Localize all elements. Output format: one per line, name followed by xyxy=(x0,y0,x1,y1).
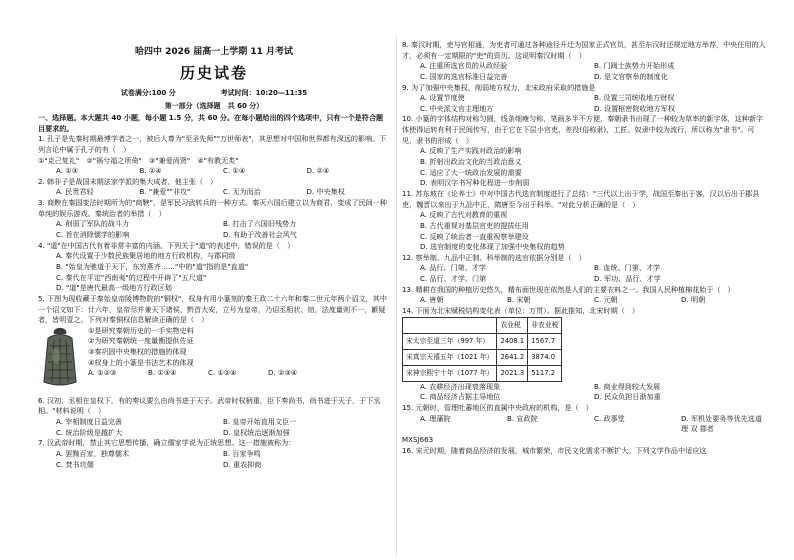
option[interactable]: A. 理藩院 xyxy=(420,413,451,423)
sub-item: ③秦巩固中央集权的措施的体现 xyxy=(88,347,187,357)
option[interactable]: D. 有助于改善社会风气 xyxy=(223,230,297,240)
section-instructions: 一、选择题。本大题共 40 小题，每小题 1.5 分，共 60 分。在每小题给出的四个选项中，只有一个是符合题目要求的。 xyxy=(38,113,384,133)
option[interactable]: B. ①③④ xyxy=(148,368,177,378)
question-options xyxy=(402,93,768,114)
option[interactable]: C. 品行、才学、门第 xyxy=(420,274,487,284)
option[interactable]: A. 削弱了军队的战斗力 xyxy=(56,219,130,229)
option[interactable]: B. 宋朝 xyxy=(507,295,531,305)
part-heading: 第一部分（选择题 共 60 分） xyxy=(164,102,264,110)
sub-item: ④权身上的小篆是书法艺术的体现 xyxy=(88,357,194,367)
question-options xyxy=(38,187,390,198)
table-header-cell: 非农业税 xyxy=(528,317,562,333)
question-sub-list xyxy=(88,326,328,379)
table-cell: 5117.2 xyxy=(528,365,562,381)
option[interactable]: D. 中央集权 xyxy=(306,187,345,197)
option[interactable]: D. 设置枢密院收地方军权 xyxy=(594,103,675,113)
question-options xyxy=(402,295,768,306)
option[interactable]: B. 皇帝开始直用文臣一 xyxy=(223,417,297,427)
question-options xyxy=(402,146,768,189)
table-cell: 2021.3 xyxy=(497,365,528,381)
table-header-cell: 农业税 xyxy=(497,317,528,333)
question-options xyxy=(402,61,768,82)
option[interactable]: D. ②③④ xyxy=(268,368,298,378)
question-stem: 15. 元朝时，管理吐蕃地区的直属中央政府的机构，是（ ） xyxy=(402,402,593,412)
option[interactable]: A. ①②③ xyxy=(88,368,117,378)
question-stem: 10. 小篆的字体结构对称匀圆，线条细瘦匀称，笔画多半不方便，秦朝隶书出现了一种较为草率的新字体，这种新字体使得运转有利于民间传写，由于它在下层小官吏、差役(俗称隶)、工匠、奴隶中较为流行，所以称为"隶书"。可见，隶书的形成（ ） xyxy=(402,114,764,145)
table-cell: 宋真宗天禧五年（1021 年） xyxy=(403,349,497,365)
option[interactable]: D. 皇权统治逐渐加强 xyxy=(223,427,290,437)
option[interactable]: A. 品行、门第、才学 xyxy=(420,263,486,273)
table-cell: 3874.0 xyxy=(528,349,562,365)
option[interactable]: D. 军机处要务等优先选道理 双 郡者 xyxy=(681,413,762,434)
option[interactable]: A. 民贵君轻 xyxy=(56,187,94,197)
code-mark: MXSJ663 xyxy=(402,434,434,444)
question-stem: 13. 精耕在我国的种植历史悠久，精布面世现在依然是人们的主要衣料之一。我国人民种植棉花始于（ ） xyxy=(402,284,735,294)
question-options xyxy=(402,263,768,284)
option[interactable]: B. 折射出政治文化的当政治意义 xyxy=(420,157,522,167)
option[interactable]: A. ①③ xyxy=(56,166,78,176)
table-row xyxy=(403,365,562,381)
option[interactable]: C. ①②④ xyxy=(208,368,237,378)
table-header-cell xyxy=(403,317,497,333)
question-stem: 14. 下面为北宋赋税结构变化表（单位：万贯）。据此推知，北宋时期（ ） xyxy=(402,306,639,316)
option[interactable]: B. "始皇为驰道于天下，东穷燕齐……"中的"道"指的是"直道" xyxy=(56,261,249,271)
option[interactable]: C. 旨在消除儒学的影响 xyxy=(56,230,130,240)
question-stem: 16. 宋元时期，随着商品经济的发展，城市繁荣，市民文化需求不断扩大。下列文学作品中适应这 xyxy=(402,445,707,455)
time-info: 考试时间：10:20—11:35 xyxy=(220,89,308,97)
table-cell: 宋太宗至道三年（997 年） xyxy=(403,333,497,349)
option[interactable]: C. 商品经济占据主导地位 xyxy=(420,392,501,402)
option[interactable]: D. 选官制度的变化体现了加强中央集权的趋势 xyxy=(420,242,565,252)
option[interactable]: A. 反映了生产实践对政治的影响 xyxy=(420,146,522,156)
option[interactable]: D. 军功、品行、才学 xyxy=(594,274,661,284)
question-stem: 2. 韩非子是战国末期法家学派的集大成者，他主张（ ） xyxy=(38,176,218,186)
table-header-row xyxy=(403,317,562,333)
column-divider xyxy=(396,36,397,556)
question-stem: 12. 察举制、九品中正制、科举制的选官依据分别是（ ） xyxy=(402,252,586,262)
option[interactable]: A. 设置节度使 xyxy=(420,93,465,103)
question-stem: 4. "道"在中国古代有着非常丰富的内涵。下列关于"道"的表述中，错误的是（ ） xyxy=(38,240,295,250)
question-stem: 6. 汉初，丞相在皇权下，有的奏议要么由尚书进于天子。武帝时权柄重，臣下奏尚书，尚书进于天子，于下丞相。"材料说明（ ） xyxy=(38,395,381,416)
question-options xyxy=(402,414,768,435)
question-options xyxy=(402,210,768,253)
left-questions xyxy=(38,113,390,470)
question-stem: 3. 商鞅在秦国变法时期所为的"商鞅"，是军民习武转兵的一种方式。秦灭六国后建立以为商君，变成了民间一种单纯的娱乐游戏。秦统治者的举措（ ） xyxy=(38,198,387,218)
option[interactable]: B. 设置三司统收地方财权 xyxy=(594,93,675,103)
table-cell: 宋神宗熙宁十年（1077 年） xyxy=(403,365,497,381)
question-options xyxy=(38,251,390,294)
option[interactable]: D. 民众负担日渐加重 xyxy=(594,392,661,402)
question-stem: 8. 秦汉时期，吏与官相通，为吏者可通过各种途径升迁为国家正式官员，甚至东汉时还规定地方举荐，中央任用的人才，必须有一定期限的"吏"的资历。这说明秦汉时期（ ） xyxy=(402,40,766,60)
option[interactable]: A. 秦代设置于少数民族聚居地的地方行政机构，与郡同级 xyxy=(56,251,236,261)
option[interactable]: A. 罢黜百家，独尊儒术 xyxy=(56,449,130,459)
table-row xyxy=(403,349,562,365)
exam-title: 哈四中 2026 届高一上学期 11 月考试 xyxy=(134,47,294,57)
option[interactable]: C. 秦代在平定"西南夷"的过程中开辟了"五尺道" xyxy=(56,272,207,282)
table-row xyxy=(403,333,562,349)
score-info: 试卷满分:100 分 xyxy=(120,89,176,97)
option[interactable]: B. 百家争鸣 xyxy=(223,449,261,459)
option[interactable]: A. 反映了古代对教育的重视 xyxy=(420,210,508,220)
option[interactable]: C. 元朝 xyxy=(594,295,618,305)
option[interactable]: B. 古代重视对基层官吏的提拔任用 xyxy=(420,220,529,230)
option[interactable]: C. 适应了大一统政治发展的需要 xyxy=(420,167,522,177)
question-options xyxy=(38,219,390,240)
option[interactable]: C. 反映了统治者一直重视察举建设 xyxy=(420,231,529,241)
question-stem: 9. 为了加强中央集权，削弱地方权力，北宋政府采取的措施是 xyxy=(402,82,596,92)
option[interactable]: A. 注重所选官员的从政经验 xyxy=(420,61,508,71)
option[interactable]: B. 宣政院 xyxy=(507,413,538,423)
option[interactable]: D. ②④ xyxy=(306,166,330,176)
question-options xyxy=(402,382,768,403)
exam-meta xyxy=(38,88,390,99)
option[interactable]: D. 是文官察举的制度化 xyxy=(594,71,668,81)
option[interactable]: B. 商业得到较大发展 xyxy=(594,381,661,391)
option[interactable]: A. 农耕经济出现衰落现象 xyxy=(420,381,501,391)
question-stem: 1. 孔子是先秦时期最博学者之一，被后人尊为"至圣先师""万世师表"，其思想对中国和世界都有深远的影响。下列言论中属于孔子的有（ ） xyxy=(38,134,387,154)
option[interactable]: B. ②④ xyxy=(139,166,162,176)
bronze-weight-image xyxy=(38,326,82,388)
option[interactable]: C. 焚书坑儒 xyxy=(56,459,94,469)
option[interactable]: A. 宰相制度日益完善 xyxy=(56,417,122,427)
left-column xyxy=(38,0,390,560)
question-options xyxy=(88,368,328,379)
option[interactable]: C. ①④ xyxy=(223,166,246,176)
option[interactable]: C. 统治阶级是越扩大 xyxy=(56,427,123,437)
table-cell: 2641.2 xyxy=(497,349,528,365)
question-figure-block xyxy=(38,326,390,396)
option[interactable]: C. 国家的选官标准日益完善 xyxy=(420,71,508,81)
option[interactable]: D. "道"是唐代最高一级地方行政区划 xyxy=(56,283,172,293)
option[interactable]: D. 明朝 xyxy=(681,295,706,305)
question-options xyxy=(38,449,390,470)
sub-item: ②为研究秦朝统一度量衡提供佐证 xyxy=(88,336,194,346)
question-stem: 7. 汉武帝时期，禁止其它思想传播，确立儒家学说为正统思想。这一措施被称为： xyxy=(38,438,296,448)
option[interactable]: A. 唐朝 xyxy=(420,295,444,305)
option[interactable]: C. 政事堂 xyxy=(594,413,625,423)
question-options xyxy=(38,417,390,438)
option[interactable]: C. 无为而治 xyxy=(223,187,261,197)
right-column xyxy=(402,40,768,456)
option[interactable]: B. 血统、门第、才学 xyxy=(594,263,661,273)
table-cell: 2408.1 xyxy=(497,333,528,349)
question-stem: 11. 苏东坡在《论养士》中对中国古代选官制度进行了总结："三代以上出于学，战国至秦出于客，汉以后出于郡县吏，魏晋以来出于九品中正，隋唐至今出于科举。"对此分析正确的是（ ） xyxy=(402,188,760,209)
option[interactable]: B. 打击了六国旧残势力 xyxy=(223,219,297,229)
option[interactable]: C. 中央派文官主理地方 xyxy=(420,103,494,113)
question-stem: 5. 下图为现收藏于秦始皇帝陵博物院的"铜权"，权身有用小篆刻的秦王政二十六年和秦二世元年两个诏文，其中一个诏文如下：廿六年，皇帝尽并兼天下诸侯，黔首大安，立号为皇帝，乃诏丞相状、绾，法度量则不一，歉疑者，皆明壹之。下列对秦铜权信息解读正确的是（ ） xyxy=(38,293,387,325)
option[interactable]: B. "兼爱""非攻" xyxy=(139,187,191,197)
option[interactable]: D. 重农抑商 xyxy=(223,459,262,469)
question-options xyxy=(38,166,390,177)
question-sub: ①"克己复礼" ②"祸兮福之所倚" ③"兼爱尚贤" ④"有教无类" xyxy=(38,155,239,165)
table-cell: 1567.7 xyxy=(528,333,562,349)
subject-title: 历史试卷 xyxy=(179,64,248,82)
tax-table xyxy=(402,317,562,382)
option[interactable]: B. 门阀士族势力开始形成 xyxy=(594,61,675,71)
option[interactable]: D. 表明汉字书写种化程进一步削弱 xyxy=(420,178,530,188)
sub-item: ①是研究秦朝历史的一手实物史料 xyxy=(88,325,194,335)
